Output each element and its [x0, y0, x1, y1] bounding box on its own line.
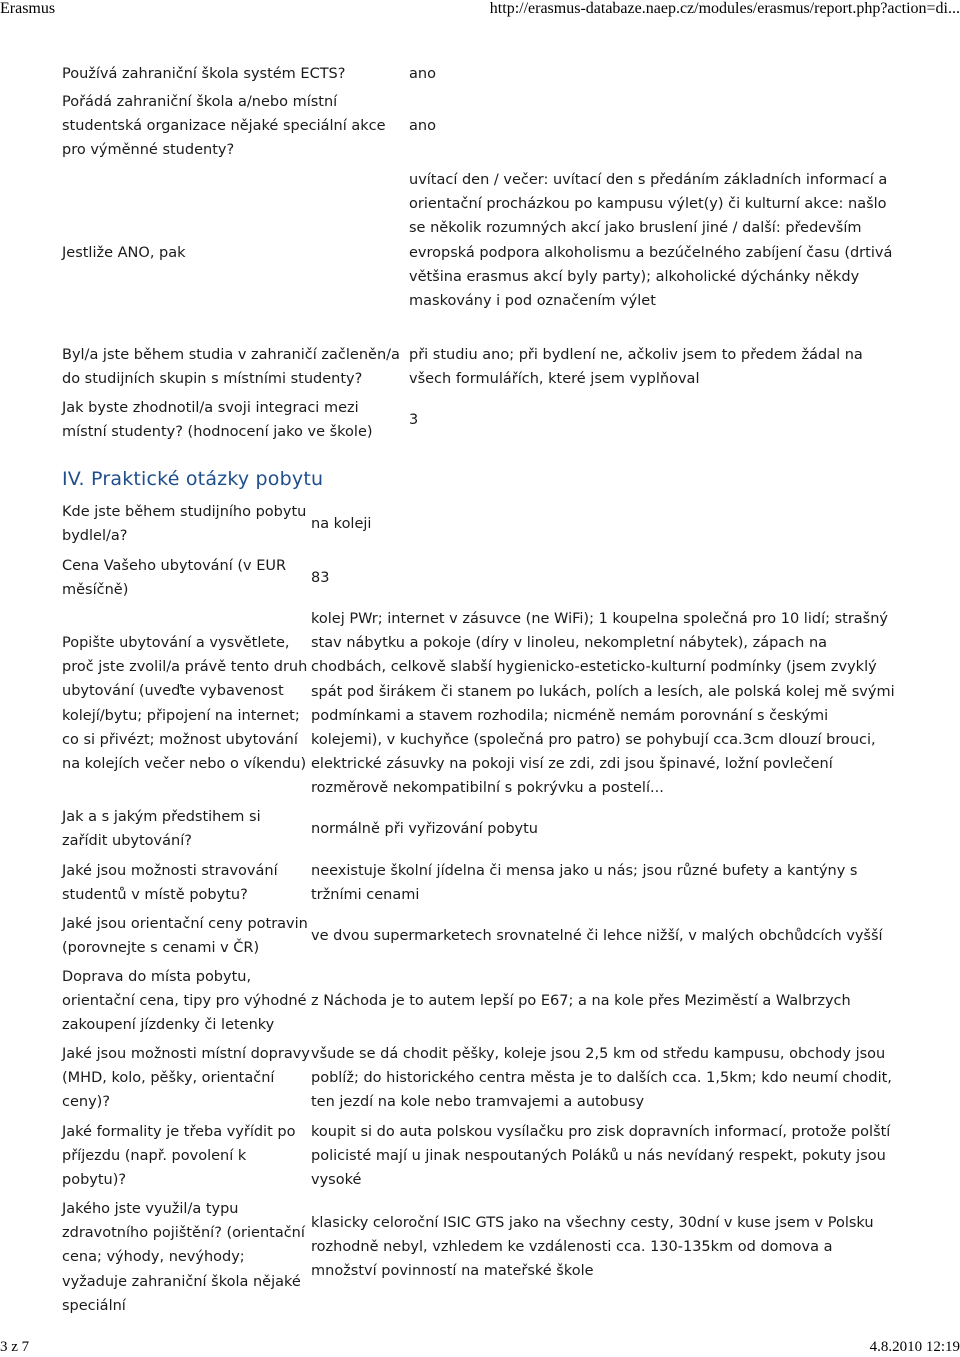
- answer-arrange-accommodation: normálně při vyřizování pobytu: [311, 821, 538, 837]
- answer-accommodation-price: 83: [311, 570, 330, 586]
- question-ects: Používá zahraniční škola systém ECTS?: [62, 66, 346, 82]
- answer-study-groups: při studiu ano; při bydlení ne, ačkoliv jsem to předem žádal na všech formulářích, které jsem vyplňoval: [409, 347, 863, 388]
- question-travel: Doprava do místa pobytu, orientační cena, tipy pro výhodné zakoupení jízdenky či letenky: [62, 969, 307, 1034]
- question-special-events: Pořádá zahraniční škola a/nebo místní studentská organizace nějaké speciální akce pro výměnné studenty?: [62, 94, 386, 159]
- question-meals: Jaké jsou možnosti stravování studentů v místě pobytu?: [62, 863, 278, 904]
- section-heading: IV. Praktické otázky pobytu: [62, 468, 324, 490]
- question-formalities: Jaké formality je třeba vyřídit po příjezdu (např. povolení k pobytu)?: [62, 1124, 296, 1189]
- page-number: 3 z 7: [0, 1339, 30, 1355]
- question-if-yes: Jestliže ANO, pak: [62, 245, 186, 261]
- print-datetime: 4.8.2010 12:19: [869, 1339, 960, 1355]
- answer-food-prices: ve dvou supermarketech srovnatelné či lehce nižší, v malých obchůdcích vyšší: [311, 928, 883, 944]
- browser-print-header: [0, 0, 960, 22]
- answer-insurance: klasicky celoroční ISIC GTS jako na všechny cesty, 30dní v kuse jsem v Polsku rozhodně nebyl, vzhledem ke vzdálenosti cca. 130-135km od domova a množství povinností na mateřské škole: [311, 1215, 874, 1280]
- answer-formalities: koupit si do auta polskou vysílačku pro zisk dopravních informací, protože polští policisté mají u jinak nespoutaných Poláků u nás nevídaný respekt, pokuty jsou vysoké: [311, 1124, 891, 1189]
- answer-accommodation-description: kolej PWr; internet v zásuvce (ne WiFi); 1 koupelna společná pro 10 lidí; strašný stav nábytku a pokoje (díry v linoleu, nekompletní nábytek), zápach na chodbách, celkově slabší hygienicko-esteticko-kulturní podmínky (jsem zvyklý spát pod širákem či stanem po lukách, polích a lesích, ale polská kolej mě svými podmínkami a stavem rozhodila; nicméně nemám porovnání s českými kolejemi), v kuchyňce (společná pro patro) se pohybují cca.3cm dlouzí brouci, elektrické zásuvky na pokoji visí ze zdi, zdi jsou špinavé, ložní povlečení rozměrově nekompatibilní s pokrývku a postelí...: [311, 611, 895, 797]
- question-food-prices: Jaké jsou orientační ceny potravin (porovnejte s cenami v ČR): [62, 916, 308, 957]
- question-accommodation-price: Cena Vašeho ubytování (v EUR měsíčně): [62, 558, 287, 599]
- answer-local-transport: všude se dá chodit pěšky, koleje jsou 2,5 km od středu kampusu, obchody jsou poblíž; do historického centra města je to dalších cca. 1,5km; kdo neumí chodit, ten jezdí na kole nebo tramvajemi a autobusy: [311, 1046, 892, 1111]
- question-local-transport: Jaké jsou možnosti místní dopravy (MHD, kolo, pěšky, orientační ceny)?: [62, 1046, 310, 1111]
- question-study-groups: Byl/a jste během studia v zahraničí začleněn/a do studijních skupin s místními studenty?: [62, 347, 400, 388]
- header-title: Erasmus: [0, 0, 56, 17]
- header-url: http://erasmus-databaze.naep.cz/modules/erasmus/report.php?action=di...: [489, 0, 960, 17]
- answer-travel: z Náchoda je to autem lepší po E67; a na kole přes Meziměstí a Walbrzych: [311, 993, 851, 1009]
- answer-integration: 3: [409, 412, 419, 428]
- question-residence: Kde jste během studijního pobytu bydlel/a?: [62, 504, 307, 545]
- answer-ects: ano: [409, 66, 436, 82]
- answer-if-yes: uvítací den / večer: uvítací den s předáním základních informací a orientační procházkou po kampusu výlet(y) či kulturní akce: našlo se několik rozumných akcí jako bruslení jiné / další: především evropská podpora alkoholismu a bezúčelného zabíjení času (drtivá většina erasmus akcí byly party); alkoholické dýchánky někdy maskovány i pod označením výlet: [409, 172, 893, 310]
- answer-special-events: ano: [409, 118, 436, 134]
- answer-meals: neexistuje školní jídelna či mensa jako u nás; jsou různé bufety a kantýny s tržními cenami: [311, 863, 858, 904]
- answer-residence: na koleji: [311, 516, 372, 532]
- question-integration: Jak byste zhodnotil/a svoji integraci mezi místní studenty? (hodnocení jako ve škole): [62, 400, 373, 441]
- question-insurance: Jakého jste využil/a typu zdravotního pojištění? (orientační cena; výhody, nevýhody; vyžaduje zahraniční škola nějaké speciální: [62, 1201, 305, 1314]
- question-accommodation-description: Popište ubytování a vysvětlete, proč jste zvolil/a právě tento druh ubytování (uveďte vybavenost kolejí/bytu; připojení na internet; co si přivézt; možnost ubytování na kolejích večer nebo o víkendu): [62, 635, 308, 773]
- question-arrange-accommodation: Jak a s jakým předstihem si zařídit ubytování?: [62, 809, 261, 850]
